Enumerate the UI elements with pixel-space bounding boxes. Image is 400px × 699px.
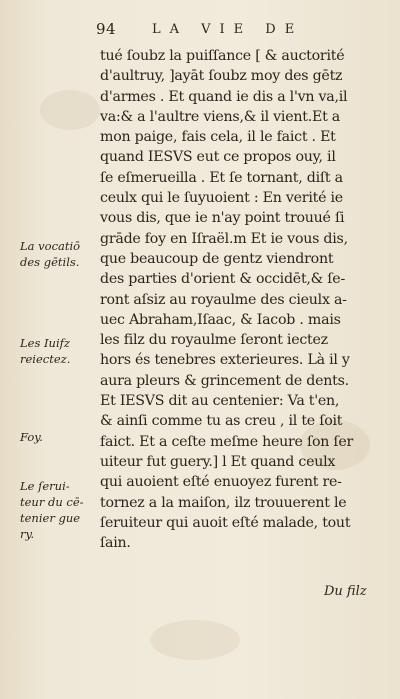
page-number: 94 xyxy=(96,20,117,38)
text-line: aura pleurs & grincement de dents. xyxy=(100,372,349,389)
margin-note-line: Les Iuifz xyxy=(20,336,70,350)
text-line: faict. Et a ceſte meſme heure ſon ſer xyxy=(100,433,354,450)
text-line: mon paige, fais cela, il le faict . Et xyxy=(100,129,336,146)
text-line: grāde foy en Iſraël.m Et ie vous dis, xyxy=(100,230,348,247)
text-line: d'armes . Et quand ie dis a l'vn va,il xyxy=(100,88,348,105)
paper-stain xyxy=(150,620,240,660)
text-line: Et IESVS dit au centenier: Va t'en, xyxy=(100,393,340,410)
text-line: des parties d'orient & occidēt,& ſe- xyxy=(100,271,345,288)
text-line: ſeruiteur qui auoit eſté malade, tout xyxy=(100,514,351,531)
paper-stain xyxy=(40,90,100,130)
text-line: quand IESVS eut ce propos ouy, il xyxy=(100,149,336,166)
text-line: uiteur fut guery.] l Et quand ceulx xyxy=(100,453,336,470)
text-line: ront aſsiz au royaulme des cieulx a- xyxy=(100,291,347,308)
text-line: que beaucoup de gentz viendront xyxy=(100,250,334,267)
text-line: les filz du royaulme ſeront iectez xyxy=(100,332,328,349)
margin-note-line: ry. xyxy=(20,527,35,541)
text-line: qui auoient eſté enuoyez furent re- xyxy=(100,474,342,491)
catchword: Du filz xyxy=(324,584,367,599)
text-line: d'aultruy, ]ayāt ſoubz moy des gētz xyxy=(100,68,343,85)
margin-note-line: reiectez. xyxy=(20,352,71,366)
margin-note-line: Foy. xyxy=(20,430,43,444)
margin-note-line: teur du cē- xyxy=(20,495,84,509)
text-line: uec Abraham,Iſaac, & Iacob . mais xyxy=(100,311,341,328)
text-line: vous dis, que ie n'ay point trouué ſi xyxy=(100,210,345,227)
margin-note-juifs xyxy=(20,335,70,367)
text-line: ſe eſmerueilla . Et ſe tornant, diſt a xyxy=(100,169,343,186)
text-line: hors és tenebres exterieures. Là il y xyxy=(100,352,350,369)
running-title: LA VIE DE xyxy=(152,22,304,37)
text-line: va:& a l'aultre viens,& il vient.Et a xyxy=(100,108,340,125)
text-line: ſain. xyxy=(100,535,131,552)
body-text xyxy=(100,46,380,553)
text-line: & ainſi comme tu as creu , il te ſoit xyxy=(100,413,343,430)
margin-note-foy xyxy=(20,429,43,445)
margin-note-line: Le ſerui- xyxy=(20,479,70,493)
margin-note-line: tenier gue xyxy=(20,511,81,525)
text-line: ceulx qui le ſuyuoient : En verité ie xyxy=(100,190,343,207)
margin-note-line: La vocatiō xyxy=(20,239,81,253)
text-line: tué ſoubz la puiſſance [ & auctorité xyxy=(100,48,345,64)
text-line: tornez a la maiſon, ilz trouuerent le xyxy=(100,494,347,511)
margin-note-serviteur xyxy=(20,478,84,542)
margin-note-line: des gētils. xyxy=(20,255,80,269)
margin-note-vocation xyxy=(20,238,80,270)
